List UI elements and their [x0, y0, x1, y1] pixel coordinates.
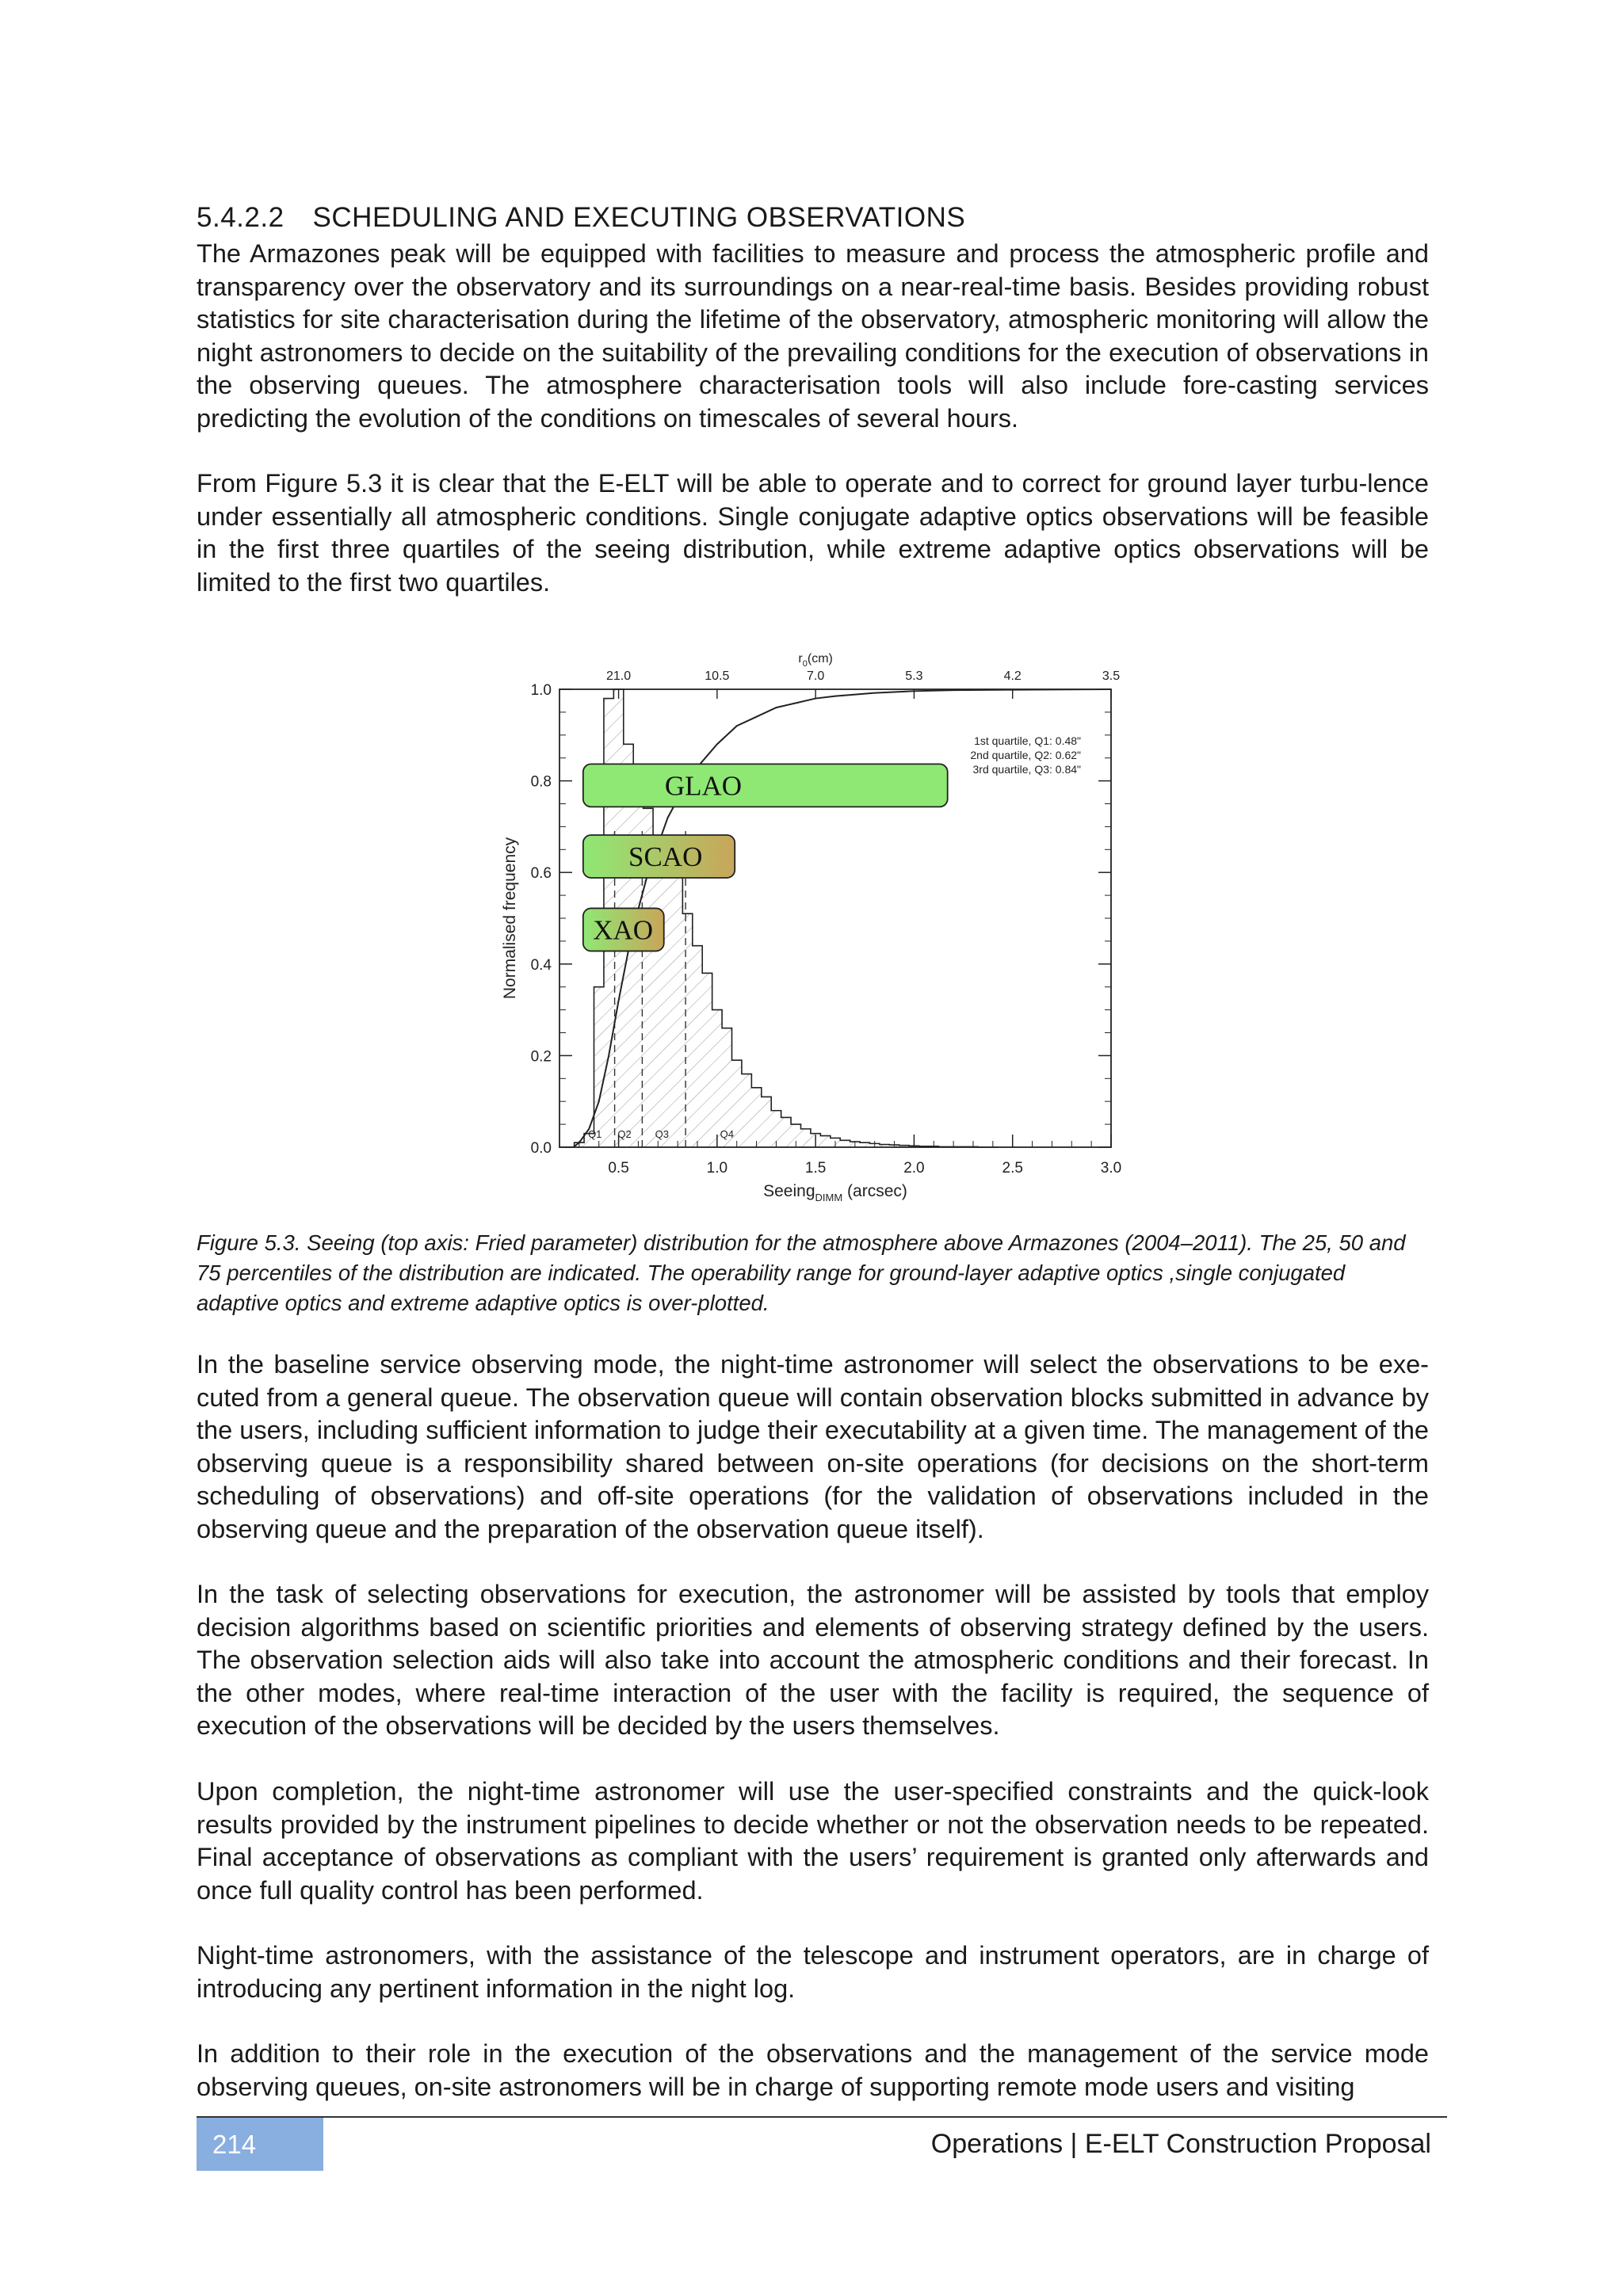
page-number: 214 [197, 2118, 323, 2171]
range-label: SCAO [628, 841, 703, 872]
histogram-bar [762, 1097, 771, 1147]
top-tick-label: 4.2 [1003, 669, 1022, 683]
top-tick-label: 3.5 [1102, 669, 1121, 683]
section-title: SCHEDULING AND EXECUTING OBSERVATIONS [312, 202, 966, 233]
histogram-bar [653, 864, 663, 1147]
legend-entry: 3rd quartile, Q3: 0.84" [972, 763, 1081, 776]
histogram-bar [663, 864, 673, 1147]
top-axis-title-sub: 0 [802, 659, 808, 669]
top-axis-title-main: r [798, 652, 803, 666]
figure-caption: Figure 5.3. Seeing (top axis: Fried parameter) distribution for the atmosphere above Armazones (2004–2011). The 25, 50 and 75 percentiles of the distribution are indicated. The operability range for ground-layer adaptive optics ,single conjugated adaptive optics and extreme adaptive optics is over-plotted. [197, 1230, 1406, 1315]
paragraph-4: In the task of selecting observations for execution, the astronomer will be assisted by tools that employ decision algorithms based on scientific priorities and elements of observing strategy defined by the users. The observation selection aids will also take into account the atmospheric conditions and their forecast. In the other modes, where real-time interaction of the user with the facility is required, the sequence of execution of the observations will be decided by the users themselves. [197, 1580, 1429, 1740]
paragraph-5: Upon completion, the night-time astronomer will use the user-specified constraints and the quick-look results provided by the instrument pipelines to decide whether or not the observation needs to be repeated. Final acceptance of observations as compliant with the users’ requirement is granted only afterwards and once full quality control has been performed. [197, 1777, 1429, 1905]
histogram-bar [820, 1136, 830, 1147]
paragraph-6: Night-time astronomers, with the assistance of the telescope and instrument operators, are in charge of introducing any pertinent information in the night log. [197, 1941, 1429, 2003]
top-tick-label: 7.0 [807, 669, 825, 683]
footer-divider [197, 2116, 1447, 2118]
top-axis-title-unit: (cm) [807, 652, 833, 666]
y-tick-label: 0.2 [530, 1048, 552, 1066]
histogram-bar [801, 1129, 811, 1147]
x-tick-label: 3.0 [1100, 1160, 1122, 1177]
top-axis-title [798, 652, 832, 669]
histogram-bar [673, 859, 682, 1147]
y-tick-label: 1.0 [530, 682, 552, 699]
quartile-label: Q4 [720, 1128, 734, 1140]
x-axis-label [763, 1182, 907, 1203]
section-number: 5.4.2.2 [197, 202, 285, 233]
y-axis-label: Normalised frequency [501, 837, 519, 1000]
x-axis-label-sub: DIMM [815, 1192, 843, 1203]
range-label: GLAO [664, 770, 743, 802]
x-tick-label: 2.5 [1002, 1160, 1023, 1177]
x-tick-label: 0.5 [608, 1160, 629, 1177]
top-tick-label: 21.0 [606, 669, 632, 683]
histogram-bar [712, 1010, 722, 1147]
histogram-bar [594, 987, 604, 1147]
top-tick-label: 5.3 [905, 669, 923, 683]
paragraph-3: In the baseline service observing mode, the night-time astronomer will select the observations to be exe-cuted from a general queue. The observation queue will contain observation blocks submitted in advance by the users, including sufficient information to judge their executability at a given time. The management of the observing queue is a responsibility shared between on-site operations (for decisions on the short-term scheduling of observations) and off-site operations (for the validation of observations included in the observing queue and the preparation of the observation queue itself). [197, 1350, 1429, 1543]
histogram-bar [693, 946, 702, 1147]
range-label: XAO [593, 914, 654, 946]
x-tick-label: 2.0 [903, 1160, 925, 1177]
quartile-label: Q1 [588, 1128, 602, 1140]
histogram-bar [702, 973, 712, 1147]
section-heading [197, 200, 965, 236]
paragraph-7: In addition to their role in the execution of the observations and the management of the service mode observing queues, on-site astronomers will be in charge of supporting remote mode users and visiting [197, 2039, 1429, 2101]
y-tick-label: 0.8 [530, 773, 552, 791]
y-tick-label: 0.6 [530, 865, 552, 883]
x-tick-label: 1.0 [706, 1160, 728, 1177]
histogram-bar [682, 913, 692, 1147]
top-tick-label: 10.5 [705, 669, 730, 683]
legend-entry: 1st quartile, Q1: 0.48" [974, 734, 1081, 747]
y-tick-label: 0.4 [530, 956, 552, 974]
histogram-bar [781, 1117, 791, 1147]
paragraph-1: The Armazones peak will be equipped with facilities to measure and process the atmospheric profile and transparency over the observatory and its surroundings on a near-real-time basis. Besides providing robust statistics for site characterisation during the lifetime of the observatory, atmospheric monitoring will allow the night astronomers to decide on the suitability of the prevailing conditions for the execution of observations in the observing queues. The atmosphere characterisation tools will also include fore-casting services predicting the evolution of the conditions on timescales of several hours. [197, 239, 1429, 433]
legend-entry: 2nd quartile, Q2: 0.62" [970, 749, 1081, 761]
footer-title: Operations | E-ELT Construction Proposal [930, 2129, 1431, 2159]
x-axis-label-unit: (arcsec) [842, 1182, 907, 1200]
range-box [583, 764, 948, 807]
histogram-bar [751, 1088, 761, 1147]
histogram-bar [742, 1074, 751, 1147]
histogram-bar [840, 1140, 850, 1147]
paragraph-2: From Figure 5.3 it is clear that the E-ELT will be able to operate and to correct for ground layer turbu-lence under essentially all atmospheric conditions. Single conjugate adaptive optics observations will be feasible in the first three quartiles of the seeing distribution, while extreme adaptive optics observations will be limited to the first two quartiles. [197, 469, 1429, 597]
y-tick-label: 0.0 [530, 1140, 552, 1157]
quartile-label: Q2 [617, 1128, 632, 1140]
x-axis-label-main: Seeing [763, 1182, 815, 1200]
seeing-histogram-chart [475, 626, 1149, 1212]
x-tick-label: 1.5 [804, 1160, 827, 1177]
quartile-label: Q3 [655, 1128, 669, 1140]
